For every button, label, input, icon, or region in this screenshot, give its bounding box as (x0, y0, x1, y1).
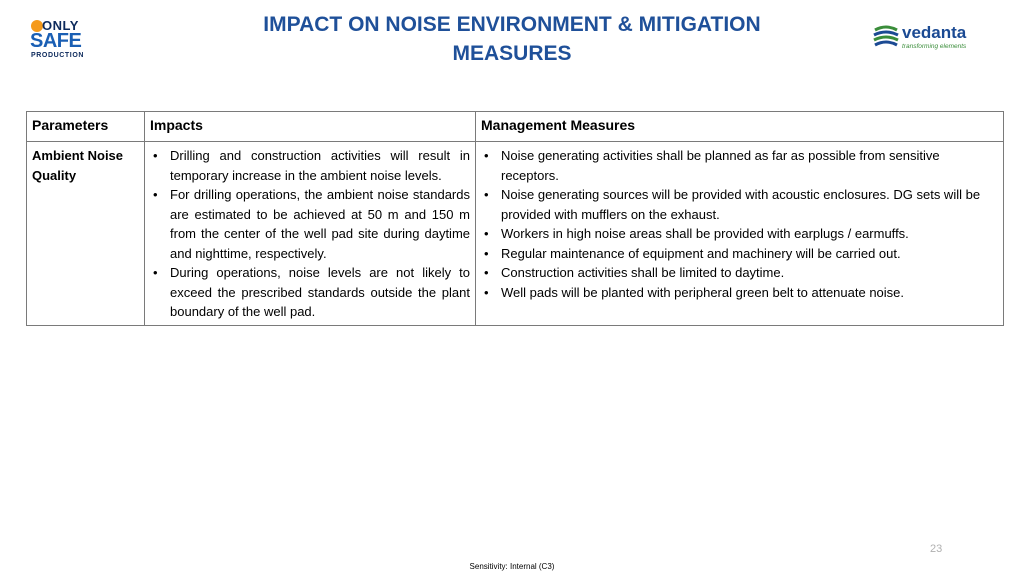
table-header-row (27, 112, 1004, 142)
header-management-measures: Management Measures (476, 112, 1004, 142)
measure-item: • Workers in high noise areas shall be provided with earplugs / earmuffs. (481, 224, 998, 244)
measure-item: • Regular maintenance of equipment and machinery will be carried out. (481, 244, 998, 264)
logo-left-word1: ONLY (42, 18, 79, 33)
measures-cell (476, 142, 1004, 326)
measure-item: • Noise generating sources will be provided with acoustic enclosures. DG sets will be provided with mufflers on the exhaust. (481, 185, 998, 224)
vedanta-logo-name: vedanta (902, 23, 967, 42)
measures-list (481, 146, 998, 302)
impact-item: • During operations, noise levels are not likely to exceed the prescribed standards outside the plant boundary of the well pad. (150, 263, 470, 322)
page-number: 23 (930, 543, 943, 555)
header-parameters: Parameters (27, 112, 145, 142)
vedanta-swirl-icon (872, 22, 900, 50)
sensitivity-label: Sensitivity: Internal (C3) (469, 562, 555, 571)
impacts-cell (145, 142, 476, 326)
slide-title (230, 10, 794, 68)
measure-item: • Noise generating activities shall be planned as far as possible from sensitive receptors. (481, 146, 998, 185)
impact-item: • Drilling and construction activities will result in temporary increase in the ambient noise levels. (150, 146, 470, 185)
logo-left-word3: PRODUCTION (31, 52, 85, 59)
noise-impact-table (26, 111, 1004, 326)
table-row (27, 142, 1004, 326)
parameter-cell: Ambient Noise Quality (27, 142, 145, 326)
only-safe-production-logo (28, 16, 92, 60)
slide-title-line2: MEASURES (452, 42, 572, 65)
header-impacts: Impacts (145, 112, 476, 142)
measure-item: • Construction activities shall be limited to daytime. (481, 263, 998, 283)
impacts-list (150, 146, 470, 322)
slide-title-line1: IMPACT ON NOISE ENVIRONMENT & MITIGATION (263, 13, 761, 36)
vedanta-logo (872, 22, 1004, 54)
impact-item: • For drilling operations, the ambient noise standards are estimated to be achieved at 50 m and 150 m from the center of the well pad site during daytime and nighttime, respectively. (150, 185, 470, 263)
logo-left-word2: SAFE (30, 30, 82, 52)
vedanta-logo-tagline: transforming elements (902, 43, 967, 50)
measure-item: • Well pads will be planted with peripheral green belt to attenuate noise. (481, 283, 998, 303)
